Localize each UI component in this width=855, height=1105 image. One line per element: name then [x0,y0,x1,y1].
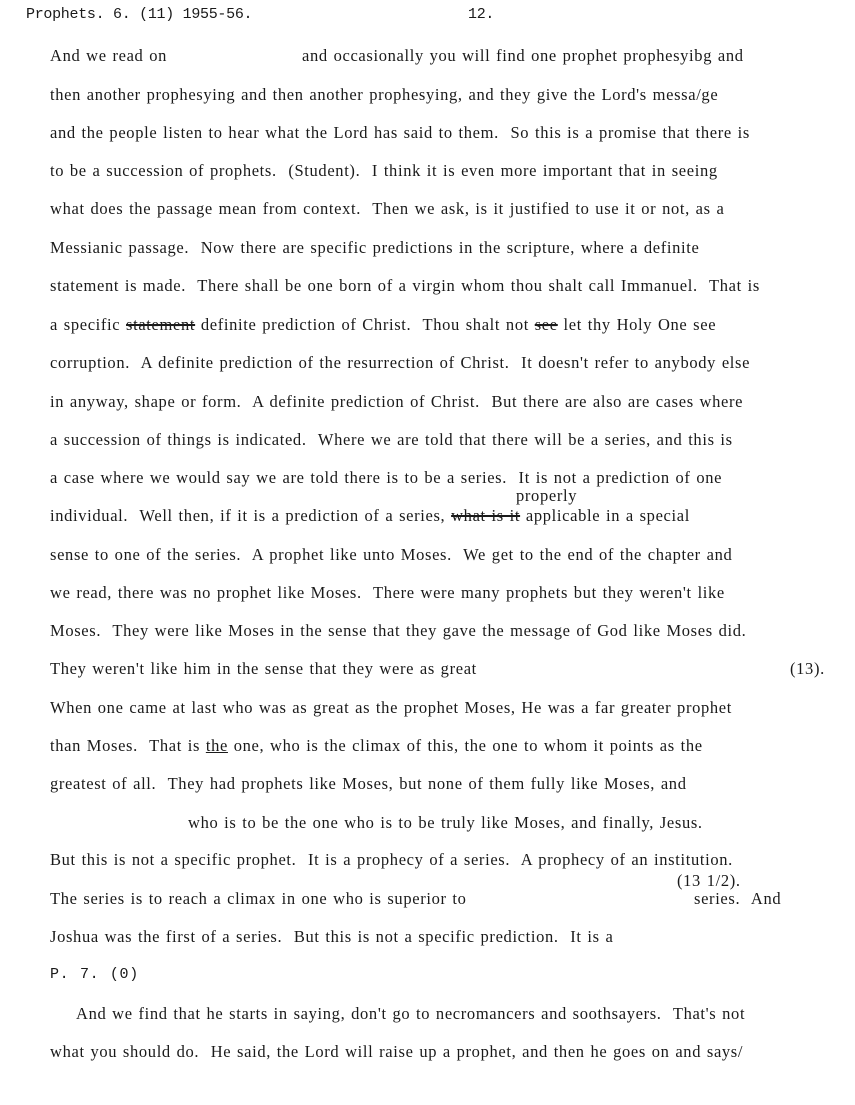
text-line [50,774,687,794]
text-line [50,123,750,143]
text-line [188,813,703,833]
page-number: 12. [468,6,495,23]
text-line [50,506,690,526]
text-line [50,315,716,335]
text-line [677,871,741,891]
text-segment: and the people listen to hear what the Lord has said to them. So this is a promise that there is [50,123,750,142]
text-segment: P. 7. (0) [50,966,139,983]
text-segment: greatest of all. They had prophets like Moses, but none of them fully like Moses, and [50,774,687,793]
text-segment: sense to one of the series. A prophet like unto Moses. We get to the end of the chapter and [50,545,733,564]
text-segment: who is to be the one who is to be truly like Moses, and finally, Jesus. [188,813,703,832]
text-segment: Joshua was the first of a series. But this is not a specific prediction. It is a [50,927,614,946]
underlined-text: the [205,736,228,755]
text-segment: in anyway, shape or form. A definite prediction of Christ. But there are also are cases where [50,392,744,411]
text-segment: individual. Well then, if it is a prediction of a series, [50,506,452,525]
text-segment: But this is not a specific prophet. It is a prophecy of a series. A prophecy of an institution. [50,850,733,869]
text-line [50,161,718,181]
text-segment: we read, there was no prophet like Moses. There were many prophets but they weren't like [50,583,725,602]
text-line [694,889,781,909]
text-line [50,545,732,565]
text-line [50,276,760,296]
text-segment: than Moses. That is [50,736,206,755]
text-line [50,1042,743,1062]
text-segment: what you should do. He said, the Lord will raise up a prophet, and then he goes on and says/ [50,1042,744,1061]
text-line [50,889,467,909]
text-segment: When one came at last who was as great as the prophet Moses, He was a far greater prophet [50,698,732,717]
text-segment: (13). [790,659,825,678]
text-segment: to be a succession of prophets. (Student). I think it is even more important that in seeing [50,161,718,180]
text-segment: applicable in a special [520,506,690,525]
text-segment: They weren't like him in the sense that they were as great [50,659,477,678]
text-segment: a case where we would say we are told there is to be a series. It is not a prediction of one [50,468,723,487]
text-segment: definite prediction of Christ. Thou shalt not [195,315,535,334]
text-segment: let thy Holy One see [557,315,717,334]
text-line [50,46,744,66]
text-line [50,430,733,450]
text-line [50,199,724,219]
text-line [790,659,825,679]
text-segment: (13 1/2). [677,871,741,890]
text-line [50,85,718,105]
text-line [516,486,577,506]
header-left: Prophets. 6. (11) 1955-56. [26,6,253,23]
text-segment: And we find that he starts in saying, don't go to necromancers and soothsayers. That's not [76,1004,746,1023]
text-segment: series. And [694,889,782,908]
text-segment: one, who is the climax of this, the one to whom it points as the [227,736,703,755]
text-line [50,392,743,412]
text-line [50,468,722,488]
text-segment: what does the passage mean from context. Then we ask, is it justified to use it or not, as a [50,199,725,218]
struck-text: statement [126,315,196,334]
text-segment: a succession of things is indicated. Where we are told that there will be a series, and this is [50,430,733,449]
text-segment: And we read on [50,46,168,65]
text-segment: Moses. They were like Moses in the sense that they gave the message of God like Moses did. [50,621,747,640]
text-segment: The series is to reach a climax in one who is superior to [50,889,467,908]
text-segment: a specific [50,315,127,334]
text-line [50,698,732,718]
text-line [50,621,746,641]
text-line [50,238,700,258]
text-segment: Messianic passage. Now there are specific predictions in the scripture, where a definite [50,238,700,257]
text-segment: then another prophesying and then another prophesying, and they give the Lord's messa/ge [50,85,719,104]
text-line [50,927,613,947]
text-segment: and occasionally you will find one prophet prophesyibg and [302,46,744,65]
struck-text: see [534,315,558,334]
text-line [50,736,703,756]
text-segment: corruption. A definite prediction of the resurrection of Christ. It doesn't refer to anybody else [50,353,751,372]
text-line [50,850,733,870]
text-segment: statement is made. There shall be one born of a virgin whom thou shalt call Immanuel. That is [50,276,760,295]
text-line [50,583,725,603]
text-line [50,353,750,373]
struck-text: what is it [451,506,521,525]
text-segment: properly [516,486,578,505]
text-line [50,659,477,679]
text-line [50,966,139,983]
text-line [76,1004,745,1024]
